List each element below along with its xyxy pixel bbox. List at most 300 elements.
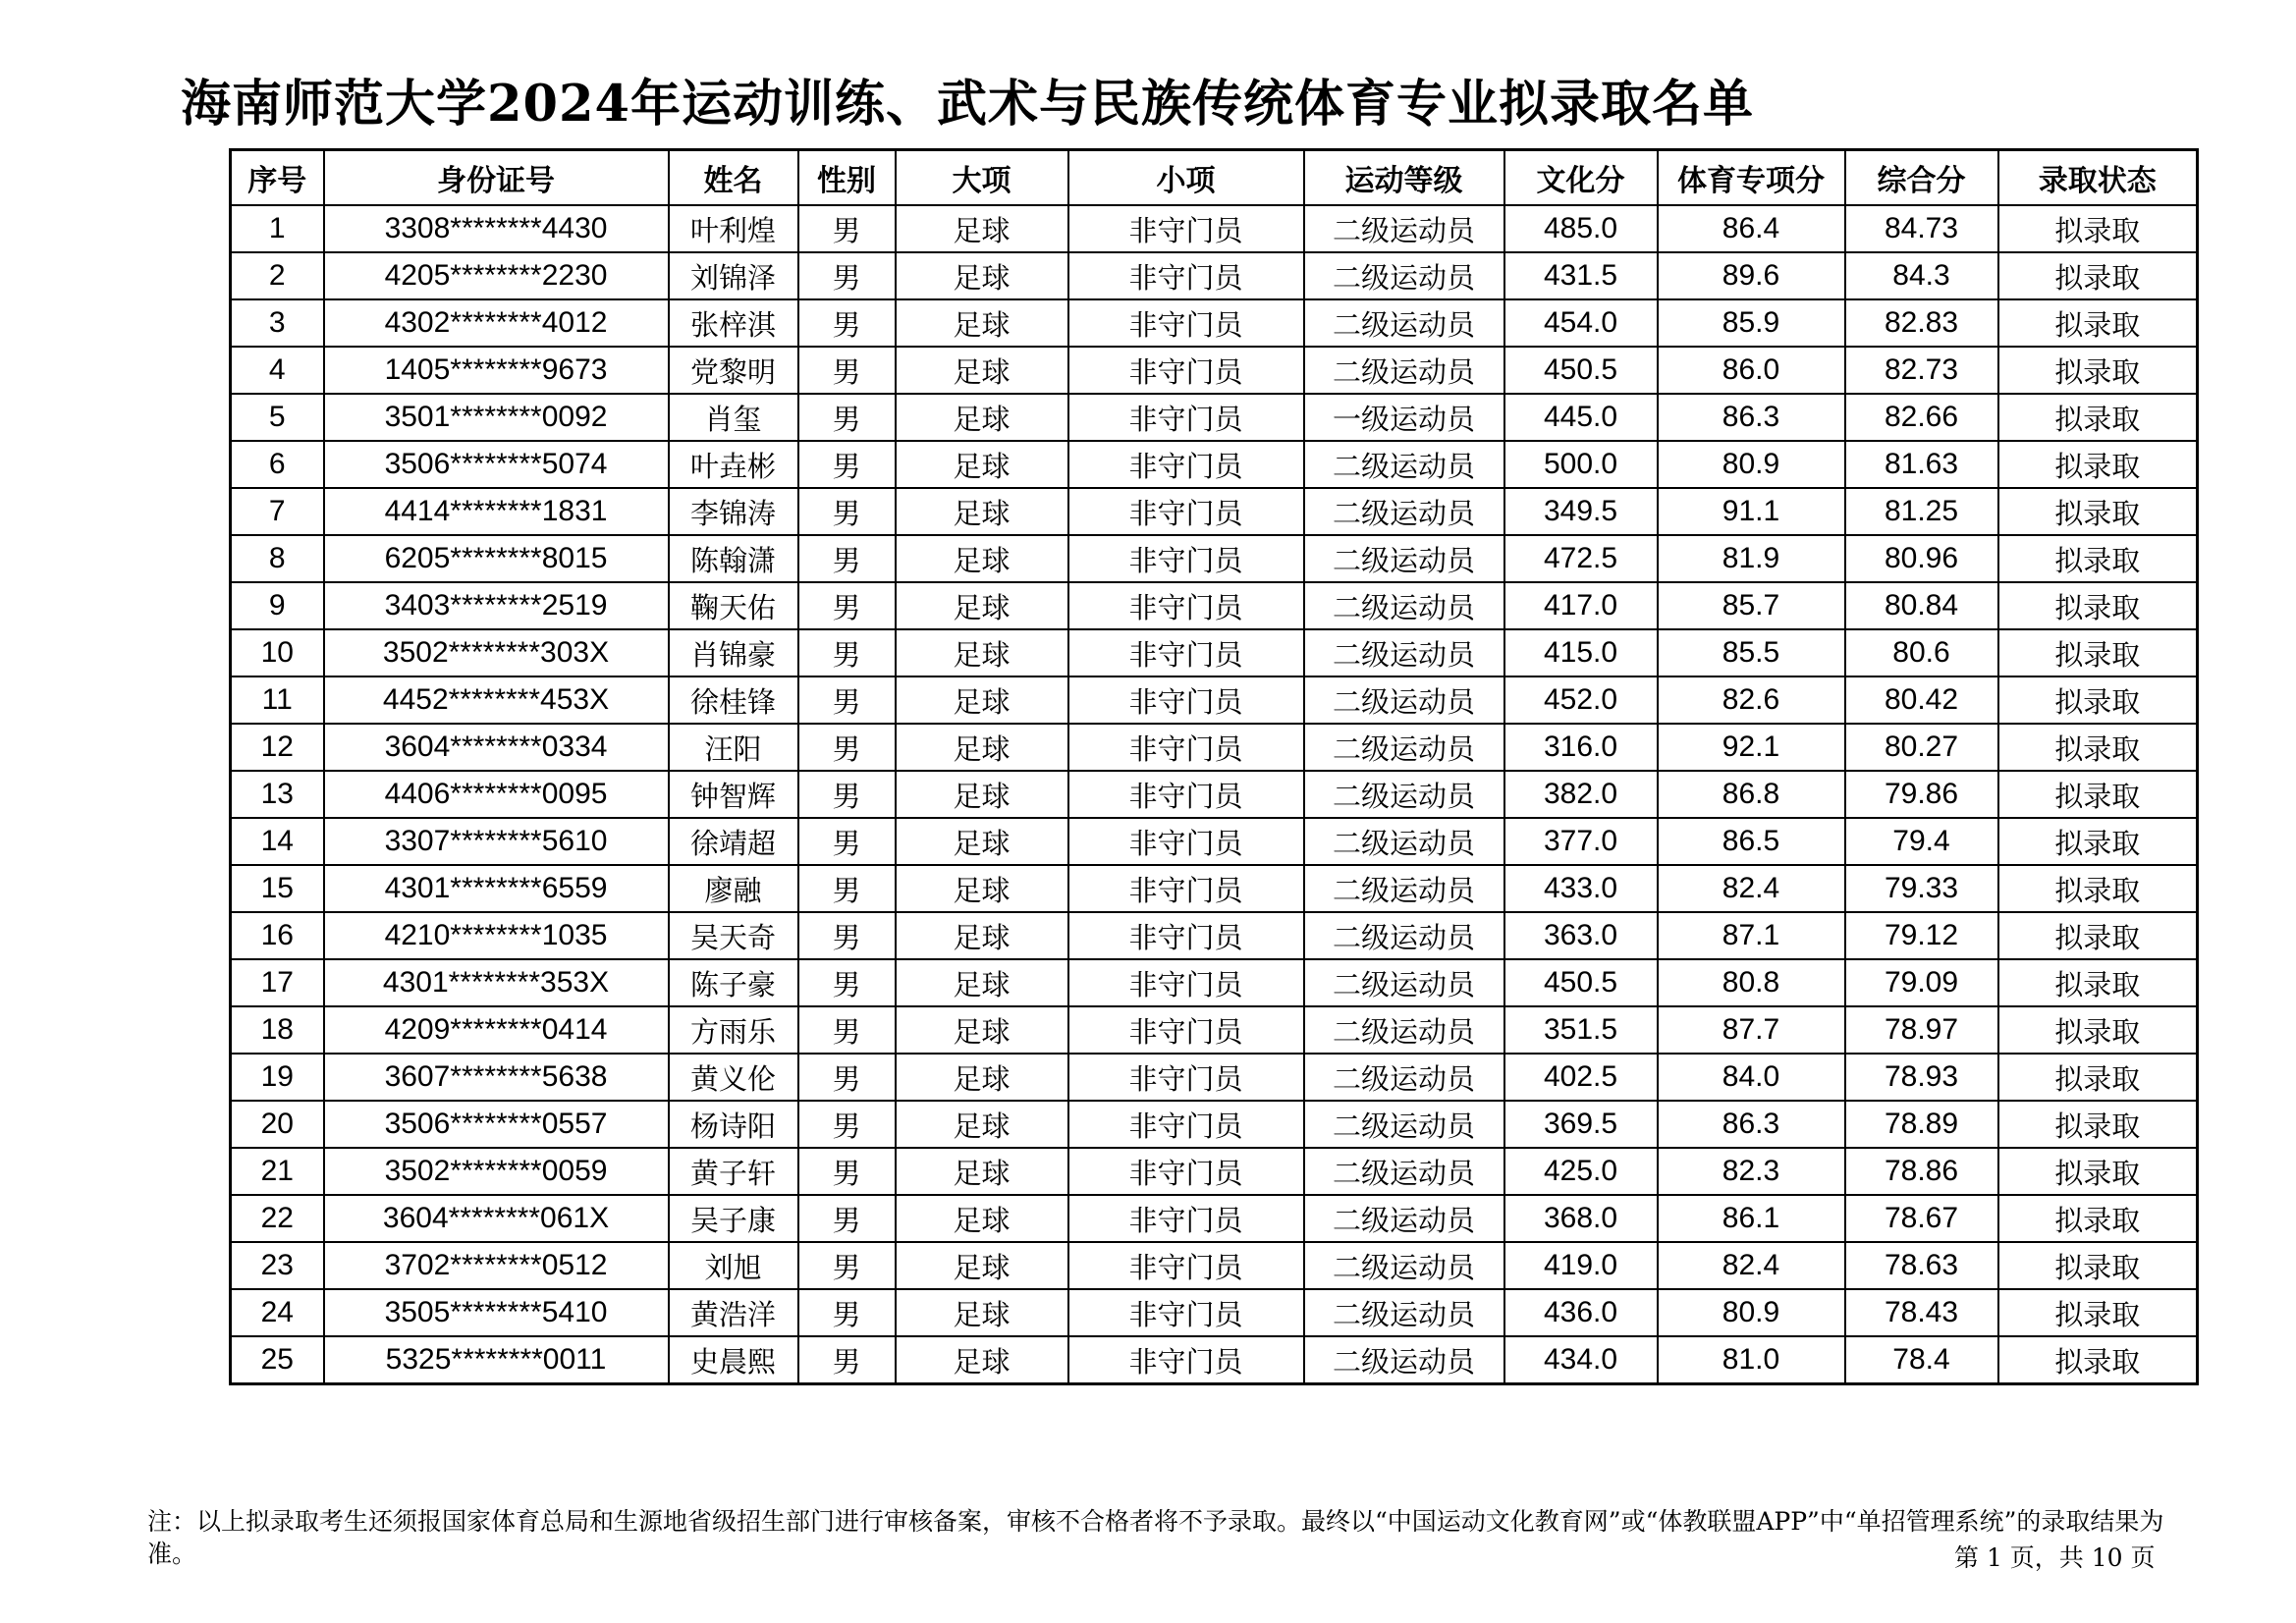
table-cell: 方雨乐 xyxy=(669,1006,798,1054)
table-cell: 20 xyxy=(231,1101,324,1148)
table-cell: 非守门员 xyxy=(1068,205,1304,252)
table-cell: 23 xyxy=(231,1242,324,1289)
table-cell: 24 xyxy=(231,1289,324,1336)
table-row xyxy=(231,865,2198,912)
table-cell: 男 xyxy=(798,1289,896,1336)
table-cell: 男 xyxy=(798,441,896,488)
table-cell: 1405********9673 xyxy=(324,347,669,394)
table-cell: 男 xyxy=(798,1101,896,1148)
table-cell: 86.4 xyxy=(1658,205,1845,252)
table-row xyxy=(231,441,2198,488)
table-cell: 80.84 xyxy=(1845,582,1998,629)
table-cell: 吴子康 xyxy=(669,1195,798,1242)
admission-table xyxy=(229,148,2199,1385)
table-cell: 非守门员 xyxy=(1068,347,1304,394)
table-cell: 9 xyxy=(231,582,324,629)
table-cell: 472.5 xyxy=(1504,535,1658,582)
table-cell: 非守门员 xyxy=(1068,959,1304,1006)
table-cell: 拟录取 xyxy=(1998,488,2198,535)
table-cell: 男 xyxy=(798,205,896,252)
table-cell: 79.09 xyxy=(1845,959,1998,1006)
table-cell: 非守门员 xyxy=(1068,535,1304,582)
table-cell: 黄子轩 xyxy=(669,1148,798,1195)
table-cell: 419.0 xyxy=(1504,1242,1658,1289)
table-cell: 78.4 xyxy=(1845,1336,1998,1384)
column-header: 运动等级 xyxy=(1304,150,1504,206)
table-cell: 二级运动员 xyxy=(1304,1148,1504,1195)
table-cell: 足球 xyxy=(896,347,1068,394)
table-cell: 男 xyxy=(798,299,896,347)
table-row xyxy=(231,299,2198,347)
column-header: 体育专项分 xyxy=(1658,150,1845,206)
table-cell: 79.12 xyxy=(1845,912,1998,959)
table-cell: 非守门员 xyxy=(1068,488,1304,535)
table-cell: 5325********0011 xyxy=(324,1336,669,1384)
table-cell: 非守门员 xyxy=(1068,818,1304,865)
table-cell: 男 xyxy=(798,865,896,912)
table-cell: 4205********2230 xyxy=(324,252,669,299)
column-header: 性别 xyxy=(798,150,896,206)
table-cell: 二级运动员 xyxy=(1304,629,1504,676)
table-cell: 二级运动员 xyxy=(1304,1101,1504,1148)
table-cell: 足球 xyxy=(896,1242,1068,1289)
table-cell: 81.0 xyxy=(1658,1336,1845,1384)
table-cell: 拟录取 xyxy=(1998,629,2198,676)
table-cell: 2 xyxy=(231,252,324,299)
table-cell: 369.5 xyxy=(1504,1101,1658,1148)
table-cell: 非守门员 xyxy=(1068,1006,1304,1054)
table-cell: 非守门员 xyxy=(1068,629,1304,676)
table-cell: 13 xyxy=(231,771,324,818)
table-cell: 张梓淇 xyxy=(669,299,798,347)
table-cell: 非守门员 xyxy=(1068,252,1304,299)
table-cell: 二级运动员 xyxy=(1304,1242,1504,1289)
table-row xyxy=(231,394,2198,441)
table-header-row xyxy=(231,150,2198,206)
table-row xyxy=(231,629,2198,676)
table-cell: 18 xyxy=(231,1006,324,1054)
table-cell: 10 xyxy=(231,629,324,676)
table-cell: 81.25 xyxy=(1845,488,1998,535)
table-cell: 非守门员 xyxy=(1068,771,1304,818)
table-cell: 78.67 xyxy=(1845,1195,1998,1242)
table-cell: 11 xyxy=(231,676,324,724)
table-cell: 87.1 xyxy=(1658,912,1845,959)
table-row xyxy=(231,1054,2198,1101)
table-cell: 84.73 xyxy=(1845,205,1998,252)
table-cell: 3505********5410 xyxy=(324,1289,669,1336)
table-cell: 男 xyxy=(798,347,896,394)
table-cell: 22 xyxy=(231,1195,324,1242)
table-cell: 杨诗阳 xyxy=(669,1101,798,1148)
table-cell: 男 xyxy=(798,394,896,441)
table-cell: 非守门员 xyxy=(1068,1336,1304,1384)
table-cell: 82.4 xyxy=(1658,1242,1845,1289)
table-cell: 足球 xyxy=(896,912,1068,959)
table-cell: 417.0 xyxy=(1504,582,1658,629)
table-cell: 陈子豪 xyxy=(669,959,798,1006)
table-body xyxy=(231,205,2198,1384)
table-cell: 15 xyxy=(231,865,324,912)
table-cell: 7 xyxy=(231,488,324,535)
table-cell: 二级运动员 xyxy=(1304,1289,1504,1336)
table-cell: 男 xyxy=(798,912,896,959)
table-cell: 368.0 xyxy=(1504,1195,1658,1242)
table-cell: 91.1 xyxy=(1658,488,1845,535)
table-cell: 足球 xyxy=(896,394,1068,441)
table-cell: 肖锦豪 xyxy=(669,629,798,676)
table-cell: 78.89 xyxy=(1845,1101,1998,1148)
table-row xyxy=(231,252,2198,299)
table-cell: 415.0 xyxy=(1504,629,1658,676)
table-cell: 3506********0557 xyxy=(324,1101,669,1148)
table-cell: 19 xyxy=(231,1054,324,1101)
table-cell: 非守门员 xyxy=(1068,441,1304,488)
table-cell: 86.1 xyxy=(1658,1195,1845,1242)
table-cell: 4209********0414 xyxy=(324,1006,669,1054)
table-cell: 84.0 xyxy=(1658,1054,1845,1101)
table-cell: 一级运动员 xyxy=(1304,394,1504,441)
table-row xyxy=(231,1242,2198,1289)
table-cell: 86.5 xyxy=(1658,818,1845,865)
table-row xyxy=(231,724,2198,771)
table-cell: 拟录取 xyxy=(1998,676,2198,724)
table-cell: 足球 xyxy=(896,771,1068,818)
table-cell: 82.6 xyxy=(1658,676,1845,724)
table-cell: 二级运动员 xyxy=(1304,347,1504,394)
table-cell: 非守门员 xyxy=(1068,1242,1304,1289)
table-cell: 21 xyxy=(231,1148,324,1195)
table-cell: 82.4 xyxy=(1658,865,1845,912)
table-cell: 二级运动员 xyxy=(1304,912,1504,959)
table-cell: 82.83 xyxy=(1845,299,1998,347)
table-cell: 肖玺 xyxy=(669,394,798,441)
table-cell: 男 xyxy=(798,488,896,535)
table-cell: 李锦涛 xyxy=(669,488,798,535)
table-cell: 拟录取 xyxy=(1998,1289,2198,1336)
table-cell: 拟录取 xyxy=(1998,1242,2198,1289)
table-row xyxy=(231,1148,2198,1195)
table-cell: 非守门员 xyxy=(1068,912,1304,959)
table-row xyxy=(231,1289,2198,1336)
table-cell: 拟录取 xyxy=(1998,299,2198,347)
table-cell: 二级运动员 xyxy=(1304,535,1504,582)
table-cell: 1 xyxy=(231,205,324,252)
table-cell: 4414********1831 xyxy=(324,488,669,535)
table-cell: 足球 xyxy=(896,629,1068,676)
table-cell: 79.33 xyxy=(1845,865,1998,912)
table-cell: 85.5 xyxy=(1658,629,1845,676)
table-cell: 86.8 xyxy=(1658,771,1845,818)
table-cell: 二级运动员 xyxy=(1304,865,1504,912)
table-cell: 拟录取 xyxy=(1998,865,2198,912)
table-cell: 男 xyxy=(798,724,896,771)
table-cell: 452.0 xyxy=(1504,676,1658,724)
table-cell: 12 xyxy=(231,724,324,771)
table-cell: 足球 xyxy=(896,818,1068,865)
table-cell: 二级运动员 xyxy=(1304,1054,1504,1101)
table-cell: 87.7 xyxy=(1658,1006,1845,1054)
table-cell: 434.0 xyxy=(1504,1336,1658,1384)
table-cell: 非守门员 xyxy=(1068,582,1304,629)
table-cell: 377.0 xyxy=(1504,818,1658,865)
table-cell: 4452********453X xyxy=(324,676,669,724)
table-cell: 500.0 xyxy=(1504,441,1658,488)
table-cell: 3502********303X xyxy=(324,629,669,676)
table-cell: 男 xyxy=(798,1242,896,1289)
table-cell: 足球 xyxy=(896,676,1068,724)
table-cell: 二级运动员 xyxy=(1304,724,1504,771)
table-cell: 足球 xyxy=(896,1006,1068,1054)
table-cell: 3403********2519 xyxy=(324,582,669,629)
table-cell: 史晨熙 xyxy=(669,1336,798,1384)
table-cell: 3308********4430 xyxy=(324,205,669,252)
table-cell: 78.86 xyxy=(1845,1148,1998,1195)
page-title: 海南师范大学2024年运动训练、武术与民族传统体育专业拟录取名单 xyxy=(181,75,1754,134)
table-cell: 足球 xyxy=(896,1336,1068,1384)
table-cell: 16 xyxy=(231,912,324,959)
table-cell: 4302********4012 xyxy=(324,299,669,347)
table-cell: 足球 xyxy=(896,535,1068,582)
table-row xyxy=(231,535,2198,582)
table-cell: 78.97 xyxy=(1845,1006,1998,1054)
table-cell: 433.0 xyxy=(1504,865,1658,912)
table-cell: 刘锦泽 xyxy=(669,252,798,299)
table-cell: 男 xyxy=(798,1195,896,1242)
table-cell: 80.8 xyxy=(1658,959,1845,1006)
table-cell: 14 xyxy=(231,818,324,865)
table-cell: 二级运动员 xyxy=(1304,818,1504,865)
table-cell: 拟录取 xyxy=(1998,818,2198,865)
table-cell: 82.3 xyxy=(1658,1148,1845,1195)
table-cell: 拟录取 xyxy=(1998,252,2198,299)
table-cell: 349.5 xyxy=(1504,488,1658,535)
table-cell: 二级运动员 xyxy=(1304,488,1504,535)
table-cell: 3702********0512 xyxy=(324,1242,669,1289)
table-row xyxy=(231,205,2198,252)
table-cell: 足球 xyxy=(896,865,1068,912)
table-cell: 80.27 xyxy=(1845,724,1998,771)
column-header: 序号 xyxy=(231,150,324,206)
table-cell: 436.0 xyxy=(1504,1289,1658,1336)
table-row xyxy=(231,1195,2198,1242)
table-cell: 足球 xyxy=(896,1148,1068,1195)
column-header: 文化分 xyxy=(1504,150,1658,206)
table-cell: 足球 xyxy=(896,205,1068,252)
table-cell: 3604********061X xyxy=(324,1195,669,1242)
table-cell: 足球 xyxy=(896,1195,1068,1242)
table-row xyxy=(231,1336,2198,1384)
table-cell: 82.73 xyxy=(1845,347,1998,394)
table-row xyxy=(231,347,2198,394)
table-cell: 二级运动员 xyxy=(1304,1336,1504,1384)
table-cell: 363.0 xyxy=(1504,912,1658,959)
table-cell: 刘旭 xyxy=(669,1242,798,1289)
table-cell: 3 xyxy=(231,299,324,347)
table-cell: 男 xyxy=(798,535,896,582)
table-cell: 徐靖超 xyxy=(669,818,798,865)
table-cell: 79.4 xyxy=(1845,818,1998,865)
table-cell: 男 xyxy=(798,1054,896,1101)
table-cell: 足球 xyxy=(896,299,1068,347)
table-cell: 男 xyxy=(798,252,896,299)
footnote: 注：以上拟录取考生还须报国家体育总局和生源地省级招生部门进行审核备案，审核不合格者将不予录取。最终以“中国运动文化教育网”或“体教联盟APP”中“单招管理系统”的录取结果为准。 xyxy=(147,1507,2164,1568)
table-cell: 足球 xyxy=(896,1289,1068,1336)
table-cell: 450.5 xyxy=(1504,347,1658,394)
table-cell: 拟录取 xyxy=(1998,724,2198,771)
table-row xyxy=(231,818,2198,865)
table-cell: 二级运动员 xyxy=(1304,676,1504,724)
table-cell: 4210********1035 xyxy=(324,912,669,959)
table-cell: 17 xyxy=(231,959,324,1006)
table-cell: 男 xyxy=(798,1336,896,1384)
table-cell: 二级运动员 xyxy=(1304,1195,1504,1242)
table-cell: 80.42 xyxy=(1845,676,1998,724)
table-cell: 拟录取 xyxy=(1998,771,2198,818)
table-cell: 二级运动员 xyxy=(1304,1006,1504,1054)
table-cell: 鞠天佑 xyxy=(669,582,798,629)
table-cell: 3604********0334 xyxy=(324,724,669,771)
table-cell: 402.5 xyxy=(1504,1054,1658,1101)
table-cell: 3307********5610 xyxy=(324,818,669,865)
table-cell: 拟录取 xyxy=(1998,1195,2198,1242)
table-cell: 80.9 xyxy=(1658,1289,1845,1336)
table-cell: 男 xyxy=(798,676,896,724)
table-cell: 拟录取 xyxy=(1998,959,2198,1006)
table-cell: 8 xyxy=(231,535,324,582)
table-cell: 80.9 xyxy=(1658,441,1845,488)
table-cell: 非守门员 xyxy=(1068,676,1304,724)
table-cell: 钟智辉 xyxy=(669,771,798,818)
table-cell: 非守门员 xyxy=(1068,1195,1304,1242)
table-cell: 二级运动员 xyxy=(1304,299,1504,347)
column-header: 综合分 xyxy=(1845,150,1998,206)
page-indicator: 第 1 页，共 10 页 xyxy=(1954,1543,2156,1572)
table-cell: 4 xyxy=(231,347,324,394)
table-cell: 非守门员 xyxy=(1068,299,1304,347)
table-cell: 徐桂锋 xyxy=(669,676,798,724)
table-cell: 拟录取 xyxy=(1998,441,2198,488)
table-cell: 92.1 xyxy=(1658,724,1845,771)
table-cell: 485.0 xyxy=(1504,205,1658,252)
table-cell: 男 xyxy=(798,818,896,865)
table-cell: 4301********6559 xyxy=(324,865,669,912)
table-cell: 足球 xyxy=(896,488,1068,535)
table-cell: 非守门员 xyxy=(1068,724,1304,771)
table-cell: 叶利煌 xyxy=(669,205,798,252)
table-cell: 足球 xyxy=(896,252,1068,299)
table-row xyxy=(231,1006,2198,1054)
table-cell: 86.0 xyxy=(1658,347,1845,394)
table-cell: 非守门员 xyxy=(1068,1101,1304,1148)
table-cell: 3501********0092 xyxy=(324,394,669,441)
table-row xyxy=(231,771,2198,818)
table-cell: 79.86 xyxy=(1845,771,1998,818)
table-cell: 425.0 xyxy=(1504,1148,1658,1195)
table-cell: 拟录取 xyxy=(1998,394,2198,441)
table-cell: 3506********5074 xyxy=(324,441,669,488)
table-cell: 二级运动员 xyxy=(1304,582,1504,629)
table-cell: 5 xyxy=(231,394,324,441)
table-cell: 拟录取 xyxy=(1998,1148,2198,1195)
table-cell: 陈翰潇 xyxy=(669,535,798,582)
table-cell: 85.7 xyxy=(1658,582,1845,629)
table-cell: 二级运动员 xyxy=(1304,252,1504,299)
table-row xyxy=(231,488,2198,535)
table-cell: 拟录取 xyxy=(1998,535,2198,582)
table-cell: 非守门员 xyxy=(1068,1289,1304,1336)
table-cell: 拟录取 xyxy=(1998,205,2198,252)
table-cell: 非守门员 xyxy=(1068,865,1304,912)
table-cell: 78.93 xyxy=(1845,1054,1998,1101)
table-cell: 3502********0059 xyxy=(324,1148,669,1195)
table-cell: 党黎明 xyxy=(669,347,798,394)
table-cell: 二级运动员 xyxy=(1304,959,1504,1006)
table-cell: 足球 xyxy=(896,724,1068,771)
table-cell: 81.63 xyxy=(1845,441,1998,488)
table-cell: 拟录取 xyxy=(1998,1054,2198,1101)
table-cell: 非守门员 xyxy=(1068,394,1304,441)
table-cell: 足球 xyxy=(896,1101,1068,1148)
table-cell: 足球 xyxy=(896,582,1068,629)
table-cell: 黄浩洋 xyxy=(669,1289,798,1336)
table-cell: 85.9 xyxy=(1658,299,1845,347)
table-cell: 男 xyxy=(798,629,896,676)
table-cell: 黄义伦 xyxy=(669,1054,798,1101)
table-cell: 拟录取 xyxy=(1998,347,2198,394)
table-cell: 78.63 xyxy=(1845,1242,1998,1289)
table-cell: 4301********353X xyxy=(324,959,669,1006)
table-row xyxy=(231,912,2198,959)
table-row xyxy=(231,582,2198,629)
table-cell: 25 xyxy=(231,1336,324,1384)
table-cell: 拟录取 xyxy=(1998,1336,2198,1384)
table-cell: 6205********8015 xyxy=(324,535,669,582)
table-cell: 男 xyxy=(798,1006,896,1054)
column-header: 小项 xyxy=(1068,150,1304,206)
table-cell: 廖融 xyxy=(669,865,798,912)
column-header: 身份证号 xyxy=(324,150,669,206)
table-cell: 80.6 xyxy=(1845,629,1998,676)
table-cell: 445.0 xyxy=(1504,394,1658,441)
table-cell: 82.66 xyxy=(1845,394,1998,441)
column-header: 姓名 xyxy=(669,150,798,206)
table-cell: 二级运动员 xyxy=(1304,205,1504,252)
table-cell: 拟录取 xyxy=(1998,912,2198,959)
column-header: 大项 xyxy=(896,150,1068,206)
table-cell: 男 xyxy=(798,771,896,818)
table-cell: 足球 xyxy=(896,1054,1068,1101)
table-cell: 汪阳 xyxy=(669,724,798,771)
table-cell: 4406********0095 xyxy=(324,771,669,818)
table-cell: 450.5 xyxy=(1504,959,1658,1006)
table-cell: 86.3 xyxy=(1658,1101,1845,1148)
table-cell: 81.9 xyxy=(1658,535,1845,582)
table-cell: 非守门员 xyxy=(1068,1148,1304,1195)
table-cell: 84.3 xyxy=(1845,252,1998,299)
table-cell: 89.6 xyxy=(1658,252,1845,299)
table-cell: 足球 xyxy=(896,959,1068,1006)
table-cell: 382.0 xyxy=(1504,771,1658,818)
table-cell: 男 xyxy=(798,582,896,629)
table-cell: 拟录取 xyxy=(1998,1101,2198,1148)
column-header: 录取状态 xyxy=(1998,150,2198,206)
table-cell: 吴天奇 xyxy=(669,912,798,959)
table-cell: 叶垚彬 xyxy=(669,441,798,488)
table-row xyxy=(231,1101,2198,1148)
table-cell: 二级运动员 xyxy=(1304,441,1504,488)
table-cell: 非守门员 xyxy=(1068,1054,1304,1101)
